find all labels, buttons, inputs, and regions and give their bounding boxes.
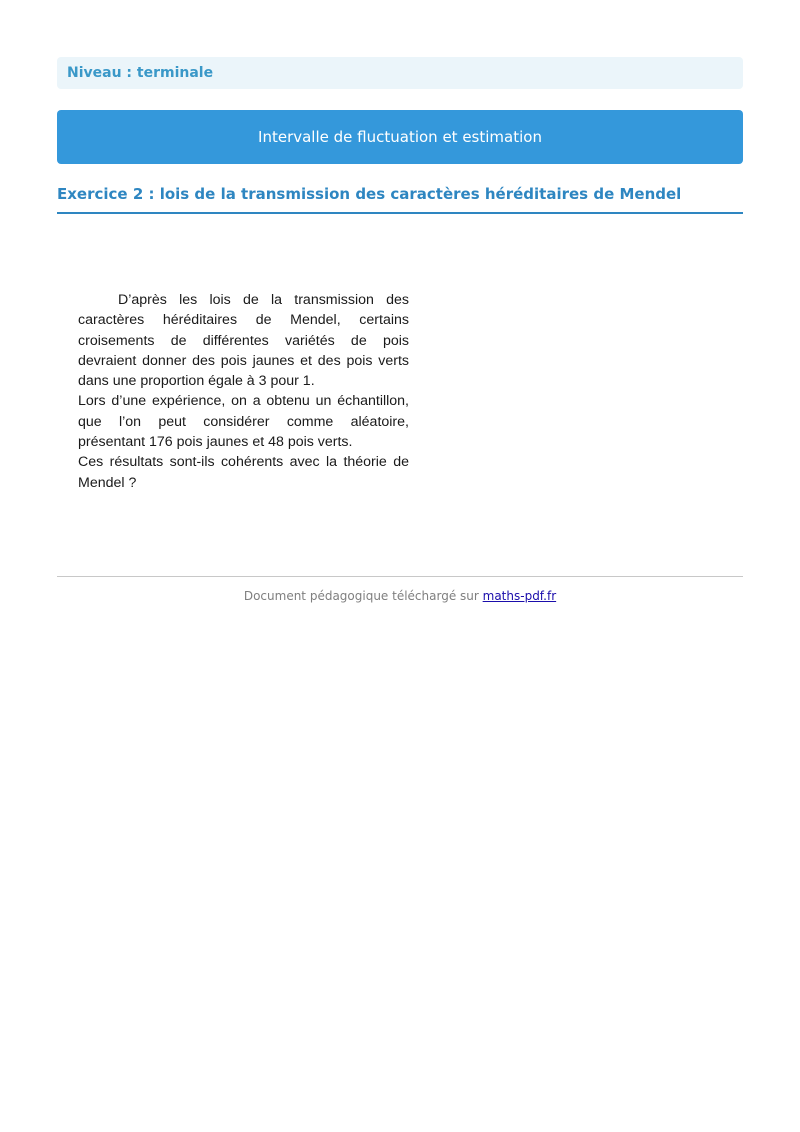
- chapter-banner: [57, 110, 743, 164]
- statement-question: Ces résultats sont-ils cohérents avec la théorie de Mendel ?: [78, 454, 409, 491]
- chapter-title: Intervalle de fluctuation et estimation: [258, 128, 542, 146]
- footer: [57, 589, 743, 603]
- level-box: [57, 57, 743, 89]
- exercise-statement: [78, 290, 409, 493]
- statement-paragraph-2: Lors d’une expérience, on a obtenu un échantillon, que l’on peut considérer comme aléatoire, présentant 176 pois jaunes et 48 pois verts.: [78, 393, 409, 451]
- level-label: Niveau : terminale: [67, 65, 214, 81]
- footer-text: Document pédagogique téléchargé sur: [243, 589, 483, 603]
- footer-link[interactable]: maths-pdf.fr: [482, 589, 557, 603]
- exercise-title: Exercice 2 : lois de la transmission des caractères héréditaires de Mendel: [57, 185, 682, 203]
- footer-divider: [57, 576, 743, 577]
- statement-paragraph-1: D’après les lois de la transmission des caractères héréditaires de Mendel, certains croisements de différentes variétés de pois devraient donner des pois jaunes et des pois verts dans une proportion égale à 3 pour 1.: [78, 292, 409, 390]
- exercise-heading: [57, 184, 743, 214]
